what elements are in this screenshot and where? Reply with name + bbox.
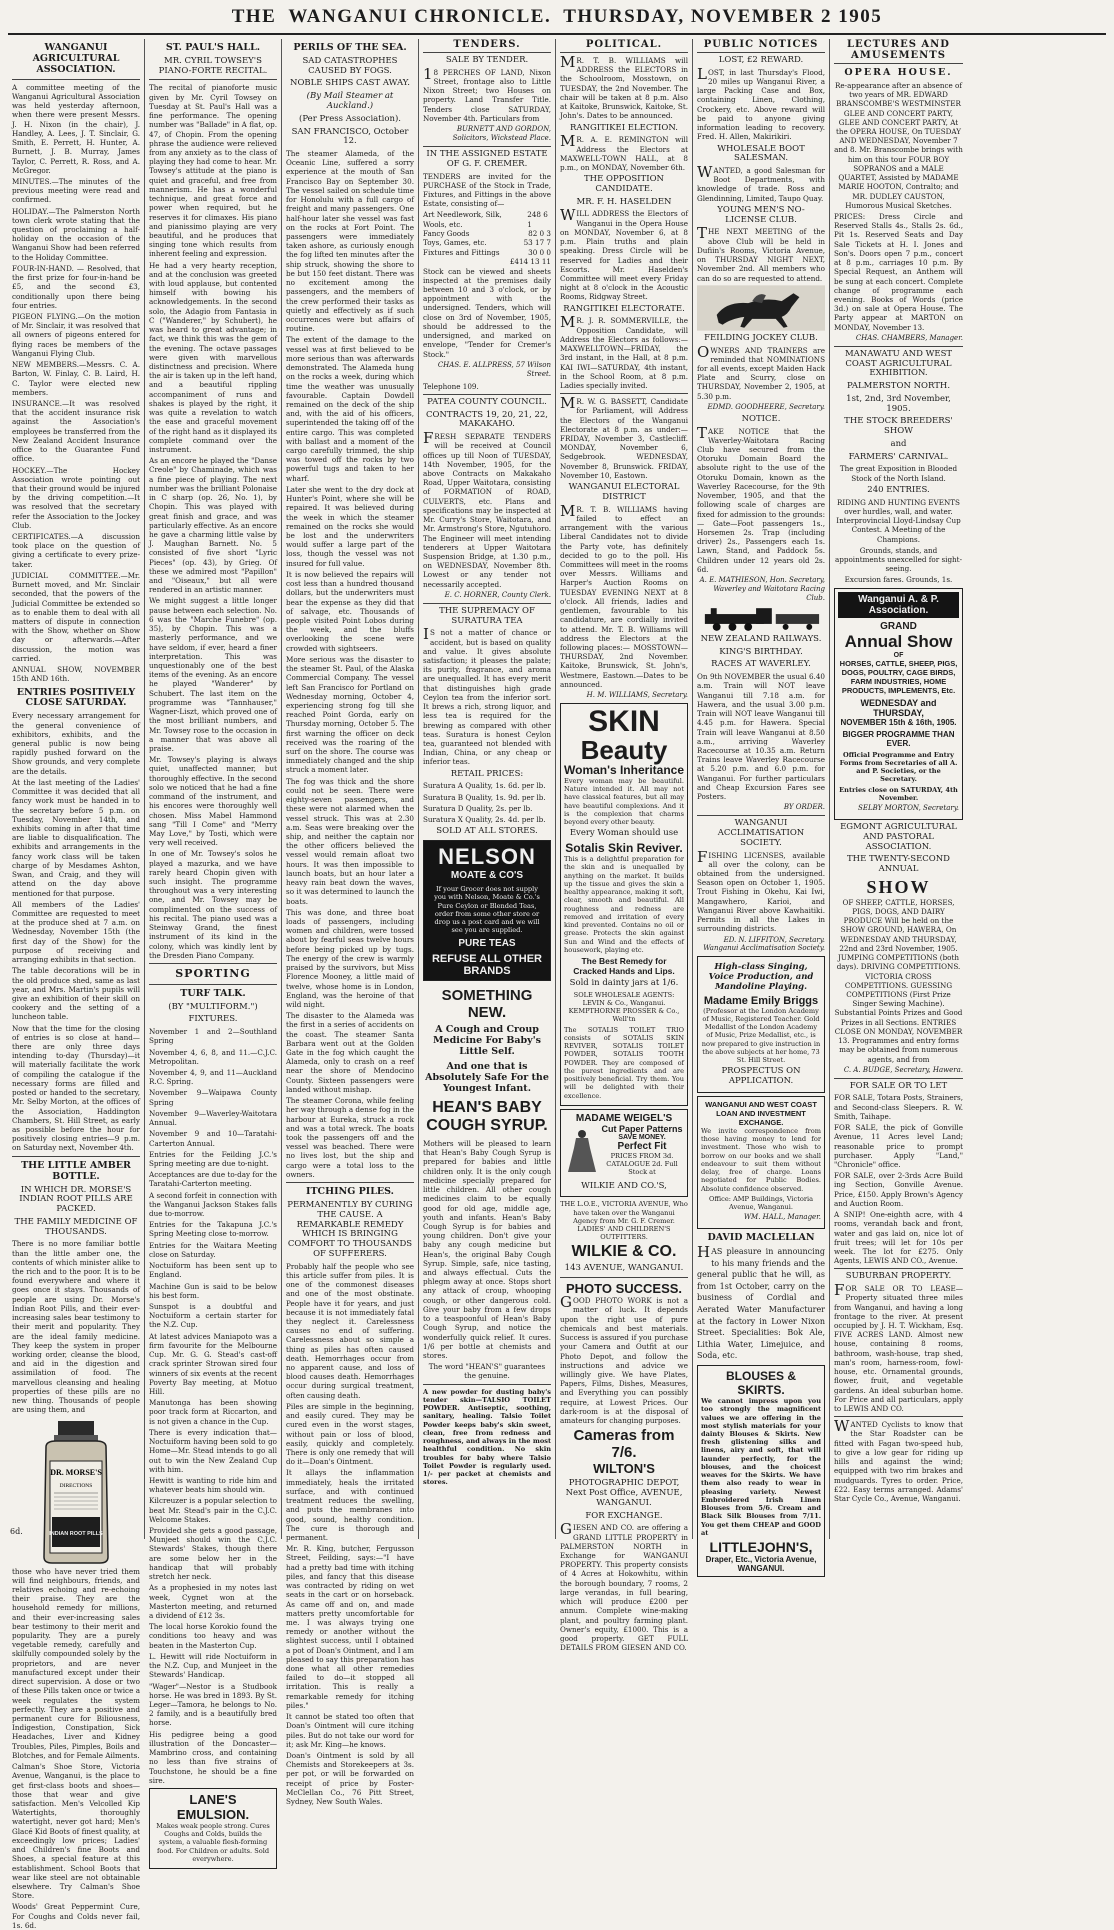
sold-all: SOLD AT ALL STORES.: [423, 827, 551, 837]
paragraph: Calman's Shoe Store, Victoria Avenue, Wanganui, is the place to get first-class boots and shoes—those that wear and give satisfaction. Men's Velcolled Kip Watertights, thoroughly watertight, never got hard; Men's Glacé Kid Boots of finest quality, at exceedingly low prices; Ladies' and Children's fine Boots and Shoes, a special feature at this establishment. School Boots that wear like steel are not obtainable elsewhere. Try Calman's Shoe Store.: [12, 1762, 140, 1900]
manawatu-title: MANAWATU AND WEST COAST AGRICULTURAL EXHIBITION.: [834, 350, 963, 379]
of-word: OF: [838, 652, 959, 659]
paragraph: The fog was thick and the shore could not be seen. There were eighty-seven passengers, and these were not alarmed when the vessel struck. This was at 2.30 a.m. Seas were breaking over the ship, and neither the captain nor the other officers believed the vessel would remain afloat two hours. It was then impossible to launch boats, but an hour later a heavy rain beat down the waves, so it was determined to launch the boats.: [286, 777, 414, 906]
patea-sig: E. C. HORNER, County Clerk.: [423, 591, 551, 600]
amber-after: [12, 1567, 140, 1930]
nelson-tea-ad: [423, 840, 551, 981]
opera-title: OPERA HOUSE.: [834, 68, 963, 79]
suburban-text: FOR SALE OR TO LEASE— Property situated three miles from Wanganui, and having a long frontage to the river. At present occupied by J. H. T. Wickham, Esq. FIVE ACRES LAND. Almost new house, containing 8 rooms, bathroom, wash-house, trap shed, man's room, harness-room, fowl-house, etc. Ornamental grounds, flower, fruit, and vegetable gardens. An ideal suburban home. For Price and all particulars, apply to LEWIS AND CO.: [834, 1284, 963, 1413]
estate-items: [423, 210, 551, 266]
nelson-text: If your Grocer does not supply you with Nelson, Moate & Co.'s Pure Ceylon or Blended Teas, order from some other store or drop us a post card and we will see you are supplied.: [429, 885, 545, 934]
paragraph: INSURANCE.—It was resolved that the accident insurance risk against the Association's employees be transferred from the New Zealand Accident Insurance office to the Guarantee Fund office.: [12, 399, 140, 464]
paragraph: Acceptances are due to-day for the Taratahi-Carterton meeting.: [149, 1170, 277, 1188]
paragraph: Noctuiform has been sent up to England.: [149, 1261, 277, 1279]
riding-events: RIDING AND HUNTING EVENTS over hurdles, wall, and water. Interprovincial Lloyd-Lindsay Cup Contest. A Meeting of the Champions.: [834, 498, 963, 544]
weigel-prices: PRICES FROM 3d. CATALOGUE 2d. Full Stock at: [600, 1152, 684, 1177]
every-woman: Every Woman should use: [564, 829, 684, 839]
loan-title: WANGANUI AND WEST COAST LOAN AND INVESTMENT EXCHANGE.: [701, 1100, 821, 1127]
column-2: [145, 39, 282, 1539]
accl-title: WANGANUI ACCLIMATISATION SOCIETY.: [697, 819, 825, 848]
table-row: [423, 210, 551, 229]
row-amount: 53 17 7: [524, 238, 551, 247]
patea-title: PATEA COUNTY COUNCIL.: [423, 398, 551, 408]
no-license-title: YOUNG MEN'S NO-LICENSE CLUB.: [697, 206, 825, 226]
opposition-name: MR. F. H. HASELDEN: [560, 198, 688, 208]
wilton-sub: PHOTOGRAPHIC DEPOT, Next Post Office, AVENUE, WANGANUI.: [560, 1479, 688, 1508]
column-6: [693, 39, 830, 1539]
bottle-brand: DR. MORSE'S: [50, 1468, 102, 1477]
itching-title: ITCHING PILES.: [286, 1187, 414, 1198]
paragraph: It cannot be stated too often that Doan's Ointment will cure itching piles. But do not take our word for it; ask Mr. King—he knows.: [286, 1712, 414, 1749]
remington-notice: MR. A. E. REMINGTON will Address the Electors at MAXWELL-TOWN HALL, at 8 p.m., on MONDAY, November 6th.: [560, 135, 688, 172]
paragraph: FOR SALE, Totara Posts, Strainers, and Second-class Sleepers. R. W. Smith, Taihape.: [834, 1093, 963, 1121]
briggs-ad: [697, 956, 825, 1092]
paragraph: As a prophesied in my notes last week, Cygnet won at the Masterton meeting, and returned a dividend of £12 3s.: [149, 1583, 277, 1620]
weigel-title: MADAME WEIGEL'S: [564, 1113, 684, 1124]
row-amount: 248 6 1: [527, 210, 551, 229]
beauty-word: Beauty: [564, 737, 684, 763]
wilkie-1: WILKIE AND CO.'S,: [564, 1182, 684, 1192]
wanganui-show-ad: [834, 588, 963, 820]
farmers-carnival: FARMERS' CARNIVAL.: [834, 453, 963, 463]
paragraph: At latest advices Maniapoto was a firm favourite for the Melbourne Cup. Mr. G. G. Stead's cast-off crack sprinter Strowan sired four winners of six events at the recent Poverty Bay meeting, at Motuo Hill.: [149, 1332, 277, 1397]
paragraph: The disaster to the Alameda was the first in a series of accidents on the coast. The steamer Santa Barbara went out at the Golden Gate in the fog which caught the Alameda, only to crash on a reef near the shore of Mendocino County. Sixteen passengers were landed without mishap.: [286, 1011, 414, 1094]
patea-sub: CONTRACTS 19, 20, 21, 22, MAKAKAHO.: [423, 411, 551, 431]
political-head: POLITICAL.: [560, 39, 688, 53]
lectures-head: LECTURES AND AMUSEMENTS: [834, 39, 963, 64]
opposition-title: THE OPPOSITION CANDIDATE.: [560, 175, 688, 195]
sotalis-trio: The SOTALIS TOILET TRIO consists of SOTALIS SKIN REVIVER, SOTALIS TOILET POWDER, SOTALIS TOOTH POWDER. They are composed of the purest ingredients and are positively beneficial. Try them. You will be delighted with their excellence.: [564, 1026, 684, 1100]
show-items: HORSES, CATTLE, SHEEP, PIGS, DOGS, POULTRY, CAGE BIRDS, FARM INDUSTRIES, HOME PRODUCTS, IMPLEMENTS, Etc.: [838, 659, 959, 695]
bassett-notice: MR. W. G. BASSETT, Candidate for Parliament, will Address the Electors of the Wanganui Electorate at 8 p.m. as under:— FRIDAY, November 3, Castlecliff. MONDAY, November 6, Sedgebrook. WEDNESDAY, November 8, Brunswick. FRIDAY, November 10, Eastown.: [560, 397, 688, 480]
perils-by: (By Mail Steamer at Auckland.): [286, 92, 414, 112]
best-remedy: The Best Remedy for Cracked Hands and Lips.: [564, 956, 684, 976]
racehorse-image: [697, 285, 825, 331]
paragraph: Woods' Great Peppermint Cure, For Coughs and Colds never fail, 1s. 6d.: [12, 1902, 140, 1930]
paragraph: The local horse Korokio found the conditions too heavy and was beaten in the Masterton Cup.: [149, 1622, 277, 1650]
paragraph: A second forfeit in connection with the Wanganui Jackson Stakes falls due to-morrow.: [149, 1191, 277, 1219]
paragraph: A SNIP! One-eighth acre, with 4 rooms, verandah back and front, water and gas laid on, nice lot of fruit trees; will let for 10s per week. The lot for £275. Only Agents, LEWIS AND CO., Avenue.: [834, 1210, 963, 1265]
paragraph: Entries for the Takapuna J.C.'s Spring Meeting close to-morrow.: [149, 1220, 277, 1238]
notice-sig: A. E. MATHIESON, Hon. Secretary, Waverley and Waitotara Racing Club.: [697, 576, 825, 603]
paragraph: Manutonga has been showing poor track form at Riccarton, and is not given a chance in the Cup.: [149, 1398, 277, 1426]
blouses-title: BLOUSES & SKIRTS.: [701, 1369, 821, 1397]
amber-sub: IN WHICH DR. MORSE'S INDIAN ROOT PILLS ARE PACKED.: [12, 1186, 140, 1215]
paragraph: November 1 and 2—Southland Spring: [149, 1027, 277, 1045]
turf-paras: [149, 1150, 277, 1785]
row-amount: 82 0 3: [528, 229, 551, 238]
paragraph: The table decorations will be in the old produce shed, same as last year, and Mrs. Martin's pupils will give an exhibition of their skill on cookery and the setting of a luncheon table.: [12, 966, 140, 1021]
show-word: SHOW: [834, 877, 963, 898]
perils-date: SAN FRANCISCO, October 12.: [286, 128, 414, 148]
paragraph: FOR SALE, over 2-3rds Acre Build ing Section, Gonville Avenue. Price, £150. Apply Brown's Agency and Auction Room.: [834, 1171, 963, 1208]
heans-title: HEAN'S BABY COUGH SYRUP.: [423, 1099, 551, 1135]
inheritance: Woman's Inheritance: [564, 763, 684, 777]
wanted-cyclists: WANTED Cyclists to know that the Star Roadster can be fitted with Fagan two-speed hub, to give a low gear for riding up hills and against the wind; equipped with two rim brakes and mudguards. Tyres to order. Price, £22. Easy terms arranged. Adams' Star Cycle Co., Avenue, Wanganui.: [834, 1420, 963, 1503]
paragraph: Later she went to the dry dock at Hunter's Point, where she will be repaired. It was believed during the week in which the steamer remained on the rocks she would be lost and the underwriters would suffer a large part of the loss, though the vessel was not insured for full value.: [286, 485, 414, 568]
paragraph: All members of the Ladies' Committee are requested to meet at the produce shed at 7 a.m. on Wednesday, November 15th (the first day of the Show) for the purpose of receiving and arranging exhibits in that section.: [12, 900, 140, 965]
column-3: [282, 39, 419, 1539]
paragraph: He had a very hearty reception, and at the conclusion was greeted with loud applause, but contented himself with bowing his acknowledgements. In the second solo, the Adagio from Fantasia in C ("Wanderer," by Schubert), he was heard to great advantage; in fact, we think this was the gem of the evening. The octave passages were given with marvellous distinctness and precision. Where the air is taken up in the left hand, and a beautiful rippling accompaniment of runs and shakes is played by the right, it was quite a revelation to watch the ease and graceful movement of the right hand as it displayed its complete command over the instrument.: [149, 261, 277, 455]
perils-paras: [286, 149, 414, 1179]
table-row: [423, 248, 551, 257]
excursion-text: Excursion fares. Grounds, 1s.: [834, 575, 963, 584]
paragraph: More serious was the disaster to the steamer St. Paul, of the Alaska Commercial Company. The vessel left San Francisco for Portland on Wednesday morning, October 4, experiencing strong fog till she reached Point Gorda, early on Thursday morning, October 5. The first warning the officer on deck received was the roaring of the surf on the shore. The course was immediately changed and the ship struck a moment later.: [286, 655, 414, 775]
agri-title: WANGANUI AGRICULTURAL ASSOCIATION.: [12, 43, 140, 76]
lanes-text: Makes weak people strong. Cures Coughs and Colds, builds the system, a valuable flesh-forming food. For Children or adults. Sold everywhere.: [153, 1822, 273, 1863]
paragraph: JUDICIAL COMMITTEE.—Mr. Burnett moved, and Mr. Sinclair seconded, that the powers of the Judicial Committee be extended so as to enable them to deal with all matters of dispute in connection with the Show, whether on Show day or afterwards.—After discussion, the motion was carried.: [12, 571, 140, 663]
weigel-perfect: Perfect Fit: [600, 1141, 684, 1152]
paragraph: His pedigree being a good illustration of the Doncaster—Mambrino cross, and containing no less than five strains of Touchstone, he should be a fine sire.: [149, 1730, 277, 1785]
perils-assoc: (Per Press Association).: [286, 115, 414, 125]
loan-text: We invite correspondence from those having money to lend for investment. Those who wish to borrow on our books and we shall endeavour to suit them without delay, free of charge. Loans negotiated for Public Bodies. Absolute confidence observed.: [701, 1127, 821, 1193]
rangitikei-election: RANGITIKEI ELECTION.: [560, 124, 688, 134]
feilding-text: OWNERS AND TRAINERS are reminded that NOMINATIONS for all events, except Maiden Hack Plate and Scurry, close on THURSDAY, November 2, 1905, at 5.30 p.m.: [697, 346, 825, 401]
paragraph: As an encore he played the "Danse Creole" by Chaminade, which was a fine piece of playing. The next number was the brilliant Polonaise in C sharp (op. 26, No. 1), by Chopin. This was played with great finish and grace, and was particularly effective. As an encore he gave a charming little valse by J. Maughan Barnett. No. 5 consisted of five short "Lyric Pieces" (op. 43), by Grieg. Of these we admired most "Papillon" and "Oiseaux," but all were rendered in an artistic manner.: [149, 456, 277, 594]
row-item: Art Needlework, Silk, Wools, etc.: [423, 210, 527, 229]
paragraph: At the last meeting of the Ladies' Committee it was decided that all fancy work must be handed in to the secretary before 5 p.m. on Tuesday, November 14th, and exhibits coming in after that time are liable to disqualification. The exhibits and arrangements in the fancy work class will be taken charge of by Mesdames Ashton, Swan, and Craig, and they will attend on the day above mentioned for that purpose.: [12, 778, 140, 898]
paragraph: There is no more familiar bottle than the little amber one, the contents of which minister alike to the rich and to the poor. It is to be found everywhere and where it goes once it stays. Thousands of people are using Dr. Morse's Indian Root Pills, and their ever-increasing sales bear testimony to their merit and popularity. They are the ideal family medicine. They keep the system in proper working order, cleanse the blood, and aid in the digestion and assimilation of food. The marvellous cleansing and healing properties of these pills are no new thing. Thousands of people are using them, and: [12, 1239, 140, 1414]
paragraph: The steamer Corona, while feeling her way through a dense fog in the harbour at Eureka, struck a rock and was a total wreck. The boats took the passengers off and the vessel was beached. There were no lives lost, but the ship and cargo were a total loss to the owners.: [286, 1096, 414, 1179]
paragraph: Sunspot is a doubtful and Noctuiform a certain starter for the N.Z. Cup.: [149, 1302, 277, 1330]
paragraph: MINUTES.—The minutes of the previous meeting were read and confirmed.: [12, 177, 140, 205]
wholesale-title: WHOLESALE BOOT SALESMAN.: [697, 145, 825, 165]
amber-title: THE LITTLE AMBER BOTTLE.: [12, 1161, 140, 1183]
nzr-text: On 9th NOVEMBER the usual 6.40 a.m. Train will NOT leave Wanganui till 7.18 a.m. for Hawera, and the usual 3.00 p.m. Train will NOT leave Wanganui till 4.45 p.m. for Hawera. Special Train will leave Wanganui at 8.50 a.m., arriving Waverley Racecourse at 10.35 a.m. Return Trains leave Waverley Racecourse at 5.20 p.m. and 6.0 p.m. for Wanganui. For further particulars and Cheap Excursion Fares see Posters.: [697, 672, 825, 801]
williams-poll: MR. T. B. WILLIAMS having failed to effect an arrangement with the various Liberal Candidates not to divide the Party vote, has definitely decided to go to the poll. His Committees will meet in the rooms over Messrs. Williams and Harper's Auction Rooms on TUESDAY EVENING NEXT at 8 o'clock. All friends, ladies and gentlemen, favourable to his candidature, are cordially invited to attend. Mr. T. B. Williams will address the Electors at the following places:— MOSSTOWN—THURSDAY, 2nd November. Kaitoke, Brunswick, St. John's, Westmere, Eastown.—Dates to be announced.: [560, 505, 688, 689]
column-4: [419, 39, 556, 1539]
paragraph: Mr. Towsey's playing is always quiet, unaffected manner, but thoroughly effective. In the second solo we noticed that he had a fine command of the instrument, and his encores were thoroughly well chosen. Miss Mabel Hammond sang "Till I Come" and "Merry May Love," by Tosti, which were very well received.: [149, 755, 277, 847]
masthead: [8, 6, 1106, 35]
itching-sub: PERMANENTLY BY CURING THE CAUSE. A REMARKABLE REMEDY WHICH IS BRINGING COMFORT TO THOUSANDS OF SUFFERERS.: [286, 1201, 414, 1260]
paragraph: Entries for the Waitara Meeting close on Saturday.: [149, 1241, 277, 1259]
masthead-date: THURSDAY, NOVEMBER 2 1905: [563, 6, 882, 27]
page-footer-price: 6d.: [10, 1527, 23, 1536]
telephone: Telephone 109.: [423, 382, 551, 391]
bigger-programme: BIGGER PROGRAMME THAN EVER.: [838, 730, 959, 748]
palm-dates: 1st, 2nd, 3rd November, 1905.: [834, 395, 963, 415]
estate-title: IN THE ASSIGNED ESTATE OF G. F. CREMER.: [423, 150, 551, 170]
nelson-pure: PURE TEAS: [427, 938, 547, 949]
nelson-brand: NELSON: [427, 844, 547, 870]
lost-title: LOST, £2 REWARD.: [697, 56, 825, 66]
and-word: and: [834, 440, 963, 450]
paragraph: Now that the time for the closing of entries is so close at hand—there are only three days intending to-day (Thursday)—it will materially facilitate the work of compiling the catalogue if the necessary forms are filled and posted or handed to the secretary, Mr. Selby Morton, at the offices of the Association, Haddington Chambers, St. Hill Street, as early as possible before the hour for positively closing entries—9 p.m. on Saturday next, November 4th.: [12, 1024, 140, 1153]
annual-show: Annual Show: [838, 632, 959, 652]
stock-breeders: THE STOCK BREEDERS' SHOW: [834, 417, 963, 437]
notice-title: NOTICE.: [697, 415, 825, 425]
races-waverley: RACES AT WAVERLEY.: [697, 660, 825, 670]
paragraph: The steamer Alameda, of the Oceanic Line, suffered a sorry experience at the mouth of San Francisco Bay on September 30. The vessel sailed on schedule time for Honolulu with a full cargo of freight and many passengers. One half-hour later she vessel was fast on the rocks at Fort Point. The passengers were immediately taken ashore, as curiously enough the fog lifted ten minutes after the ship struck, showing the shore to be but 150 feet distant. There was no excitement among the passengers, and the members of the crew performed their tasks as quietly and effectively as if such occurrences were but affairs of routine.: [286, 149, 414, 333]
paragraph: This was done, and three boat loads of passengers, including women and children, were tossed about by fearful seas twelve hours before being picked up by tugs. The energy of the crew is warmly praised by the survivors, but Miss Florence Mooney, a little maid of twelve, whose home is in London, England, was the heroine of that wild night.: [286, 908, 414, 1009]
for-exchange: FOR EXCHANGE.: [560, 1512, 688, 1522]
sold-jars: Sold in dainty jars at 1/6.: [564, 979, 684, 989]
paragraph: those who have never tried them will find neighbours, friends, and relatives echoing and re-echoing their praise. They are the household remedy for millions, and their ever-increasing sales bear testimony to their merit and popularity. They are a purely vegetable remedy, carefully and skilfully compounded solely by the proprietors, and are never manufactured except under their direct supervision. A dose or two of these Pills taken once or twice a week regulates the system perfectly. They are a positive and permanent cure for Biliousness, Indigestion, Constipation, Sick Headaches, Liver and Kidney Troubles, Piles, Pimples, Boils and Blotches, and for Female Ailments.: [12, 1567, 140, 1761]
paragraph: NEW MEMBERS.—Messrs. C. A. Barton, W. Finlay, C. B. Laird, H. C. Taylor were elected new members.: [12, 360, 140, 397]
paragraph: L. Hewitt will ride Noctuiform in the N.Z. Cup, and Munjeet in the Stewards' Handicap.: [149, 1652, 277, 1680]
family-title: THE FAMILY MEDICINE OF THOUSANDS.: [12, 1218, 140, 1238]
photo-title: PHOTO SUCCESS.: [560, 1281, 688, 1296]
accl-text: FISHING LICENSES, available all over the colony, can be obtained from the undersigned. Season open on October 1, 1905. Trout Fishing in Okehu, Kai Iwi, Mangawhero, Karioi, and Wanganui River above Kawhaitiki. Permits in all the Lakes in surrounding districts.: [697, 851, 825, 934]
paragraph: We might suggest a little longer pause between each selection. No. 6 was the "Marche Funebre" (op. 35), by Chopin. This was a masterly performance, and we have seldom, if ever, heard a finer interpretation. This was unquestionably one of the best items of the evening. As an encore he played "Wanderer" by Schubert. The last item on the programme was "Tannhauser," Wagner-Liszt, which proved one of the most brilliant numbers, and Mr. Towsey rose to the occasion in a manner that was above all praise.: [149, 596, 277, 753]
wilkie-addr: 143 AVENUE, WANGANUI.: [560, 1264, 688, 1274]
estate-text: TENDERS are invited for the PURCHASE of the Stock in Trade, Fixtures, and Fittings in the above Estate, consisting of—: [423, 172, 551, 209]
opera-sig: CHAS. CHAMBERS, Manager.: [834, 334, 963, 343]
grand-word: GRAND: [838, 621, 959, 632]
accl-sig: ED. N. LIFFITON, Secretary. Wanganui Acclimatisation Society.: [697, 936, 825, 954]
paragraph: November 9—Waipawa County Spring: [149, 1088, 277, 1106]
paragraph: Machine Gun is said to be below his best form.: [149, 1282, 277, 1300]
paragraph: HOCKEY.—The Hockey Association wrote pointing out that their ground would be injured by the driving competition.—It was resolved that the secretary refer the Association to the Jockey Club.: [12, 466, 140, 531]
wilkie-2: WILKIE & CO.: [560, 1243, 688, 1261]
fixtures-list: [149, 1027, 277, 1148]
nelson-refuse: REFUSE ALL OTHER BRANDS: [427, 953, 547, 977]
retail-list: [423, 781, 551, 824]
paragraph: November 4, 9, and 11—Auckland R.C. Spring.: [149, 1068, 277, 1086]
turf-by: (BY "MULTIFORM."): [149, 1003, 277, 1013]
palmerston: PALMERSTON NORTH.: [834, 382, 963, 392]
egmont-sig: C. A. BUDGE, Secretary, Hawera.: [834, 1066, 963, 1075]
great-exposition: The great Exposition in Blooded Stock of the North Island.: [834, 464, 963, 482]
paragraph: Provided she gets a good passage, Munjeet should win the C.J.C. Stewards' Stakes, though there are some below her in the handicap that will probably stretch her neck.: [149, 1526, 277, 1581]
boot-text: WANTED, a good Salesman for Boot Departments, with knowledge of trade. Ross and Glendinning, Limited, Taupo Quay.: [697, 166, 825, 203]
agri-paras: [12, 83, 140, 684]
skin-word: SKIN: [564, 707, 684, 737]
nzr-title: NEW ZEALAND RAILWAYS.: [697, 635, 825, 645]
paragraph: Kilcreuzer is a popular selection to beat Mr. Stead's pair in the C.J.C. Welcome Stakes.: [149, 1496, 277, 1524]
paragraph: In one of Mr. Towsey's solos he played a mazurka, and we have rarely heard Chopin given with such insight. The programme throughout was a very interesting one, and Mr. Towsey may be complimented on the success of his recital. The piano used was a Steinway Grand, the finest instrument of its kind in the colony, which was kindly lent by the Dresden Piano Company.: [149, 849, 277, 960]
absolutely-safe: And one that is Absolutely Safe For the Youngest Infant.: [423, 1062, 551, 1095]
paragraph: Suratura D Quality, 2s. per lb.: [423, 804, 551, 813]
heans-text: Mothers will be pleased to learn that Hean's Baby Cough Syrup is prepared for babies and little children only. It is the only cough medicine specially prepared for little children. All other cough medicines claim to be equally good for old age, middle age, youth and infants. Hean's Baby Cough Syrup is for babies and young children. Don't give your baby any cough medicine but Hean's, the original Baby Cough Syrup. Simple, safe, nice tasting, and always effectual. Cuts the phlegm away at once. Stops short any attack of croup, whooping cough, or other dangerous cold. Give your baby from a few drops to a teaspoonful of Hean's Baby Cough Syrup, and notice the wonderfully quick relief. It cures. 1/6 per bottle at chemists and stores.: [423, 1139, 551, 1360]
paragraph: November 9—Waverley-Waitotara Annual.: [149, 1109, 277, 1127]
something-new: SOMETHING NEW.: [423, 987, 551, 1021]
estate-sig: CHAS. E. ALLPRESS, 57 Wilson Street.: [423, 361, 551, 379]
photo-text: GOOD PHOTO WORK is not a matter of luck. It depends upon the right use of pure chemicals and best materials. Success is assured if you purchase your Camera and Outfit at our Photo Depot, and follow the instructions and advice we willingly give. We have Plates, Papers, Films, Dishes, Measures, and Everything you can possibly require, at Lowest Prices. Our dark-room is at the disposal of amateurs for changing purposes.: [560, 1296, 688, 1425]
amber-paras: [12, 1239, 140, 1414]
public-notices-head: PUBLIC NOTICES: [697, 39, 825, 53]
fixtures-title: FIXTURES.: [149, 1015, 277, 1025]
williams-notice: MR. T. B. WILLIAMS will ADDRESS the ELECTORS in the Schoolroom, Mosstown, on TUESDAY, the 2nd November. The chair will be taken at 8 p.m. Also at Kaitoke, Brunswick, Kaitoke, St. John's. Dates to be announced.: [560, 56, 688, 121]
briggs-text: (Professor at the London Academy of Music, Registered Teacher. Gold Medallist of the London Academy of Music, Prize Medallist, etc., is now prepared to give instruction in the above subjects at her home, 73 St. Hill Street.: [701, 1007, 821, 1065]
tenders-head: TENDERS.: [423, 39, 551, 53]
loan-office: Office: AMP Buildings, Victoria Avenue, Wanganui.: [701, 1195, 821, 1211]
turf-title: TURF TALK.: [149, 989, 277, 1000]
paragraph: ANNUAL SHOW, NOVEMBER 15th AND 16th.: [12, 665, 140, 683]
table-row: [423, 257, 551, 266]
feilding-sig: EDMD. GOODHEERE, Secretary.: [697, 403, 825, 412]
lost-text: LOST, in last Thursday's Flood, 20 miles up Wanganui River, a large Packing Case and Box, containing Linen, Clothing, Crockery, etc. Above reward will be paid to anyone giving information leading to recovery. Fred. H. Allen, Makirikiri.: [697, 68, 825, 142]
lanes-emulsion-ad: [149, 1788, 277, 1869]
twenty-second: THE TWENTY-SECOND ANNUAL: [834, 855, 963, 875]
wed-date: NOVEMBER 15th & 16th, 1905.: [838, 718, 959, 727]
notice-text: TAKE NOTICE that the Waverley-Waitotara Racing Club have secured from the Otoruku Domain Board the absolute right to the use of the Otoruku Domain, known as the Waverley Racecourse, for the 9th November, 1905, and that the following scale of charges are fixed for admission to the grounds:— Gate—Foot passengers 1s., Horsemen 2s. Trap (including driver) 2s., Passengers each 1s. Lawn, Stand, and Paddock 5s. Children under 12 years old 2s. 6d.: [697, 427, 825, 575]
paragraph: Piles are simple in the beginning, and easily cured. They may be cured even in the worst stages, without pain or loss of blood, easily, quickly and completely. There is only one remedy that will do it—Doan's Ointment.: [286, 1402, 414, 1467]
paragraph: Doan's Ointment is sold by all Chemists and Storekeepers at 3s. per pot, or will be forwarded on receipt of price by Foster-McClellan Co., 76 Pitt Street, Sydney, New South Wales.: [286, 1751, 414, 1806]
entries-paras: [12, 711, 140, 1152]
paragraph: Entries for the Feilding J.C.'s Spring meeting are due to-night.: [149, 1150, 277, 1168]
selby-sig: SELBY MORTON, Secretary.: [838, 804, 959, 813]
noble-ships: NOBLE SHIPS CAST AWAY.: [286, 79, 414, 89]
sale-sig: BURNETT AND GORDON, Solicitors, Wickstead Place.: [423, 125, 551, 143]
nelson-moate: MOATE & CO'S: [427, 870, 547, 881]
rangitikei-electorate: RANGITIKEI ELECTORATE.: [560, 305, 688, 315]
entries-close: Entries close on SATURDAY, 4th November.: [838, 786, 959, 802]
cameras: Cameras from 7/6.: [560, 1427, 688, 1461]
bottle-directions: DIRECTIONS: [60, 1483, 93, 1489]
stpauls-paras: [149, 83, 277, 960]
stpauls-title: ST. PAUL'S HALL.: [149, 43, 277, 54]
electoral-district: WANGANUI ELECTORAL DISTRICT: [560, 483, 688, 503]
sporting-title: SPORTING: [149, 968, 277, 981]
opera-prices: PRICES: Dress Circle and Reserved Stalls 4s., Stalls 2s. 6d., Pit 1s. Reserved Seats and Day Sale Tickets at H. I. Jones and Son's. Doors open 7 p.m., concert at 8 p.m., carriages 10 p.m. By Special Request, an Anthem will be sung at each concert. Complete change of programme each evening. Books of Words (price 3d.) on sale at Opera House. The Party appear at MARTON on MONDAY, November 13.: [834, 212, 963, 332]
talsio-powder: A new powder for dusting baby's tender skin—TALSIO TOILET POWDER. Antiseptic, soothing, sanitary, healing. Talsio Toilet Powder keeps baby's skin sweet, clean, free from redness and roughness, and always in the most healthful condition. No skin troubles for baby where Talsio Toilet Powder is regularly used. 1/- per packet at chemists and stores.: [423, 1388, 551, 1487]
column-1: [8, 39, 145, 1539]
paragraph: The extent of the damage to the vessel was at first believed to be more serious than was afterwards demonstrated. The Alameda hung on the rocks a week, during which time the weather was unusually favourable. Captain Dowdell remained on the deck of the ship and, with the aid of his officers, superintended the taking off of the entire cargo. This was completed with ballast and a moment of the cargo carefully trimmed, the ship was towed off the rocks by two powerful tugs and taken to her wharf.: [286, 335, 414, 483]
column-5: [556, 39, 693, 1539]
lanes-title: LANE'S EMULSION.: [153, 1792, 273, 1822]
blouses-text: We cannot impress upon you too strongly the magnificent values we are offering in the most stylish materials for your dainty Blouses & Skirts. New fresh glistening silks and linens, airy and soft, that will launder perfectly, for the blouses, and the choicest weaves for the Skirts. We have them also ready to wear in pleasing variety. Newest Embroidered Irish Linen Blouses from 5/6. Cream and Black Silk Blouses from 7/11. You get them CHEAP and GOOD at: [701, 1397, 821, 1537]
paragraph: FOR SALE, the pick of Gonville Avenue, 11 Acres level Land; reasonable price to prompt purchaser. Apply "Land," "Chronicle" office.: [834, 1123, 963, 1169]
weigel-ad: [560, 1109, 688, 1197]
skin-text: Every woman may be beautiful. Nature intended it. All may not have classical features, but all may have beautiful complexions. And it is the complexion that charms beyond every other beauty.: [564, 777, 684, 826]
blouses-ad: [697, 1365, 825, 1577]
suratura-text: IS not a matter of chance or accident, but is based on quality and value. It gives absolute satisfaction; it pleases the palate; its purity, fragrance, and aroma are unequalled. It has every merit that distinguishes high grade Ceylon tea from the inferior sort. It brews a rich, strong liquor, and less tea is required for the brewing as compared with other teas. Suratura is honest Ceylon tea, guaranteed not blended with Indian, China, or any cheap or inferior teas.: [423, 628, 551, 766]
grounds-text: Grounds, stands, and appointments unexcelled for sight-seeing.: [834, 546, 963, 574]
opera-text: Re-appearance after an absence of two years of MR. EDWARD BRANSCOMBE'S WESTMINSTER GLEE AND CONCERT PARTY, GLEE AND CONCERT PARTY, At the OPERA HOUSE, On TUESDAY AND WEDNESDAY, November 7 and 8. Mr. Branscombe brings with him on this tour FOUR BOY SOPRANOS and a MALE QUARTET, Assisted by MADAME MARIE HOOTON, Contralto; and MR. DUDLEY CAUSTON, Humorous Musical Sketches.: [834, 81, 963, 210]
briggs-top: High-class Singing, Voice Production, and Mandoline Playing.: [701, 963, 821, 992]
suburban-title: SUBURBAN PROPERTY.: [834, 1272, 963, 1282]
paragraph: There is every indication that—Noctuiform having been sold to go Home—Mr. Stead intends to go all out to win the New Zealand Cup with him.: [149, 1428, 277, 1474]
wed-thu: WEDNESDAY and THURSDAY,: [838, 698, 959, 718]
table-row: [423, 229, 551, 238]
paragraph: Probably half the people who see this article suffer from piles. It is one of the commonest diseases and one of the most obstinate. People have it for years, and just because it is not immediately fatal they neglect it. Carelessness causes no end of suffering. Carelessness about so simple a thing as piles has often caused death. Hemorrhages occur from no apparent cause, and loss of blood causes death. Hemorrhages occur during surgical treatment, often causing death.: [286, 1262, 414, 1400]
row-item: Toys, Games, etc.: [423, 238, 487, 247]
row-item: Fixtures and Fittings: [423, 248, 500, 257]
paragraph: Every necessary arrangement for the general convenience of exhibitors, exhibits, and the general public is now being rapidly pushed forward on the Show grounds, and very complete are the details.: [12, 711, 140, 776]
egmont-text: OF SHEEP, CATTLE, HORSES, PIGS, DOGS, AND DAIRY PRODUCE Will be held on the SHOW GROUND, HAWERA, On WEDNESDAY AND THURSDAY, 22nd and 23rd November, 1905. JUMPING COMPETITIONS (both days). DRIVING COMPETITIONS. VICTORIA CROSS COMPETITIONS. GUESSING COMPETITIONS (First Prize Singer Sewing Machine). Substantial Points Prizes and Good Prizes in all Sections. ENTRIES CLOSE ON MONDAY, NOVEMBER 13. Programmes and entry forms may be obtained from numerous agents, and from: [834, 898, 963, 1064]
paragraph: "Wager"—Nestor is a Studbook horse. He was bred in 1893. By St. Leger—Tamora, he belongs to No. 2 family, and is a beautifully bred horse.: [149, 1682, 277, 1728]
paragraph: CERTIFICATES.—A discussion took place on the question of giving a certificate to every prize-taker.: [12, 532, 140, 569]
locomotive-image: [697, 606, 825, 632]
haselden-notice: WILL ADDRESS the Electors of Wanganui in the Opera House on MONDAY, November 6, at 8 p.m. Plain truths and plain speaking. Dress Circle will be reserved for Ladies and their Escorts. Mr. Haselden's Committee will meet every Friday night at 8 o'clock in the Acoustic Rooms, Ridgway Street.: [560, 209, 688, 301]
wap-title: Wanganui A. & P. Association.: [838, 592, 959, 618]
no-license-text: THE NEXT MEETING of the above Club will be held in Dufiin's Rooms, Victoria Avenue, on THURSDAY NIGHT NEXT, November 2nd. All members who can do so are requested to attend.: [697, 227, 825, 282]
row-amount: 30 0 0: [528, 248, 551, 257]
sotalis-text: This is a delightful preparation for the skin and is unequalled by anything on the market. It builds up the tissue and gives the skin a healthy appearance, making it soft, clear, smooth and beautiful. All roughness and redness are removed and irritation of every kind prevented. Contains no oil or grease. Protects the skin against Sun and Wind and the effects of housework, playing etc.: [564, 855, 684, 954]
entries-count: 240 ENTRIES.: [834, 486, 963, 496]
paragraph: The recital of pianoforte music given by Mr. Cyril Towsey on Tuesday at St. Paul's Hall was a fine performance. The opening number was "Ballade" in A flat, op. 47, of Chopin. From the opening phrase the audience were relieved from any anxiety as to the class of playing they had come to hear. Mr. Towsey's attitude at the piano is quiet and graceful, and free from mannerism. He has a wonderful technique, and great force and power when required, but he reserves it for climaxes. His piano and pianissimo playing are very beautiful, and he produces that singing tone which results from inherent feeling and expression.: [149, 83, 277, 258]
dress-pattern-icon: [564, 1128, 600, 1174]
masthead-left: THE: [232, 6, 277, 27]
loan-sig: WM. HALL, Manager.: [701, 1213, 821, 1222]
sale-text: 18 PERCHES OF LAND, Nixon Street, frontage also to Little Nixon Street; two Houses on property. Land Transfer Title. Tenders close SATURDAY, November 4th. Particulars from: [423, 68, 551, 123]
exchange-text: GIESEN AND CO. are offering a GRAND LITTLE PROPERTY in PALMERSTON NORTH in Exchange for WANGANUI PROPERTY. This property consists of 4 Acres at Hokowhitu, within the borough boundary, 7 rooms, 2 large verandas, in full bearing, which will produce £200 per annum. Complete wine-making plant, and poultry farming plant. Owner's equity, £1000. This is a good property. GET FULL DETAILS FROM GIESEN AND CO.: [560, 1523, 688, 1652]
column-7: [830, 39, 967, 1539]
entries-title: ENTRIES POSITIVELY CLOSE SATURDAY.: [12, 688, 140, 710]
cough-croup: A Cough and Croup Medicine For Baby's Little Self.: [423, 1025, 551, 1058]
masthead-title: WANGANUI CHRONICLE.: [288, 6, 551, 27]
paragraph: HOLIDAY.—The Palmerston North town clerk wrote stating that the question of proclaiming a half-holiday on the occasion of the Wanganui Show had been referred to the Holiday Committee.: [12, 207, 140, 262]
paragraph: Suratura A Quality, 1s. 6d. per lb.: [423, 781, 551, 790]
littlejohn: LITTLEJOHN'S,: [701, 1539, 821, 1555]
sotalis-agents: SOLE WHOLESALE AGENTS: LEVIN & Co., Wanganui. KEMPTHORNE PROSSER & Co., Well'tn: [564, 991, 684, 1024]
weigel-cut: Cut Paper Patterns: [600, 1124, 684, 1134]
row-amount: £414 13 11: [510, 257, 551, 266]
paragraph: Hewitt is wanting to ride him and whatever beats him should win.: [149, 1476, 277, 1494]
paragraph: Suratura B Quality, 1s. 9d. per lb.: [423, 793, 551, 802]
perils-sub: SAD CATASTROPHES CAUSED BY FOGS.: [286, 57, 414, 77]
for-sale-head: FOR SALE OR TO LET: [834, 1082, 963, 1092]
feilding-title: FEILDING JOCKEY CLUB.: [697, 334, 825, 344]
suratura-title: THE SUPREMACY OF SURATURA TEA: [423, 607, 551, 627]
paragraph: FOUR-IN-HAND. — Resolved, that the first prize for four-in-hand be £5, and the second £3, conditionally upon there being four entries.: [12, 264, 140, 310]
david-text: HAS pleasure in announcing to his many friends and the general public that he will, as from 1st October, carry on the business of Cordial and Aerated Water Manufacturer at the factory in Lower Nixon Street. Specialities: Bok Ale, Lithia Water, Limejuice, and Soda, etc.: [697, 1246, 825, 1362]
paragraph: November 9 and 10—Taratahi-Carterton Annual.: [149, 1129, 277, 1147]
paragraph: November 4, 6, 8, and 11.—C.J.C. Metropolitan.: [149, 1048, 277, 1066]
kings-birthday: KING'S BIRTHDAY.: [697, 648, 825, 658]
loe-text: THE L.O.E., VICTORIA AVENUE, Who have taken over the Wanganui Agency from Mr. G. F. Cremer. LADIES' AND CHILDREN'S OUTFITTERS.: [560, 1200, 688, 1241]
pill-bottle-image: [12, 1417, 140, 1567]
perils-title: PERILS OF THE SEA.: [286, 43, 414, 54]
paragraph: It allays the inflammation immediately, heals the irritated surface, and with continued treatment reduces the swelling, and puts the membranes into good, sound, healthy condition. The cure is thorough and permanent.: [286, 1468, 414, 1542]
paragraph: Mr. R. King, butcher, Fergusson Street, Feilding, says:—"I have had a pretty bad time with itching piles, and fancy that this disease was contracted by riding on wet seats in the cart or on horseback. As came off and on, and made matters pretty uncomfortable for me. I was always trying one remedy or another without the slightest success, until I obtained a pot of Doan's Ointment, and I am pleased to say this preparation has done what all other remedies failed to do—it stopped all irritation. This is really a remarkable remedy for itching piles.": [286, 1544, 414, 1710]
row-item: Fancy Goods: [423, 229, 469, 238]
littlejohn-sub: Draper, Etc., Victoria Avenue, WANGANUI.: [701, 1555, 821, 1573]
sotalis-title: Sotalis Skin Reviver.: [564, 841, 684, 855]
paragraph: PIGEON FLYING.—On the motion of Mr. Sinclair, it was resolved that all owners of pigeons entered for flying races be members of the Wanganui Flying Club.: [12, 312, 140, 358]
david-title: DAVID MACLELLAN: [697, 1233, 825, 1244]
official-programme: Official Programme and Entry Forms from Secretaries of all A. and P. Societies, or the Secretary.: [838, 751, 959, 784]
estate-after: Stock can be viewed and sheets inspected at the premises daily between 10 and 3 o'clock, or by appointment with the undersigned. Tenders, which will close on 3rd of November, 1905, should be addressed to the undersigned, and marked on envelope, "Tender for Cremer's Stock.": [423, 267, 551, 359]
paragraph: A committee meeting of the Wanganui Agricultural Association was held yesterday afternoon, when there were present Messrs. J. H. Nixon (in the chair), J. Handley, A. Lees, J. T. Sinclair, G. Smith, E. Perrett, H. Hunter, A. Burnett, J. B. Murray, James Taylor, C. Perrett, R. Ross, and A. McGregor.: [12, 83, 140, 175]
sale-title: SALE BY TENDER.: [423, 56, 551, 66]
weigel-save: SAVE MONEY.: [600, 1134, 684, 1141]
egmont-title: EGMONT AGRICULTURAL AND PASTORAL ASSOCIATION.: [834, 823, 963, 852]
briggs-name: Madame Emily Briggs: [701, 995, 821, 1007]
stpauls-sub: MR. CYRIL TOWSEY'S PIANO-FORTE RECITAL.: [149, 57, 277, 77]
wiltons: WILTON'S: [560, 1461, 688, 1476]
sommerville-notice: MR. J. R. SOMMERVILLE, the Opposition Candidate, will Address the Electors as follows:— MAXWELLTOWN—FRIDAY, the 3rd instant, in the Hall, at 8 p.m. KAI IWI—SATURDAY, 4th instant, in the School Room, at 8 p.m. Ladies specially invited.: [560, 316, 688, 390]
itching-paras: [286, 1262, 414, 1807]
nzr-sig: BY ORDER.: [697, 803, 825, 812]
paragraph: It is now believed the repairs will cost less than a hundred thousand dollars, but the underwriters must bear the expense as they did that of salvage, etc. Thousands of people visited Point Lobos during the week, and the bluffs overlooking the scene were crowded with sightseers.: [286, 570, 414, 653]
williams-sig: H. M. WILLIAMS, Secretary.: [560, 691, 688, 700]
sale-items: [834, 1093, 963, 1265]
patea-text: FRESH SEPARATE TENDERS will be received at Council offices up till Noon of TUESDAY, 14th November, 1905, for the above Contracts on Makakaho Road, Upper Waitotara, consisting of FORMATION of ROAD, CULVERTS, etc. Plans and specifications may be inspected at Mr. Curry's Store, Waitotara, and Mr. Armstrong's Store, Ngutuhoro. The Engineer will meet intending tenderers at Upper Waitotara Suspension Bridge, at 1.30 p.m., on WEDNESDAY, November 8th. Lowest or any tender not necessarily accepted.: [423, 432, 551, 589]
bottle-product: INDIAN ROOT PILLS: [49, 1531, 103, 1537]
loan-ad: [697, 1096, 825, 1229]
paragraph: Suratura X Quality, 2s. 4d. per lb.: [423, 815, 551, 824]
retail-title: RETAIL PRICES:: [423, 770, 551, 780]
heans-word: The word "HEAN'S" guarantees the genuine.: [423, 1362, 551, 1380]
table-row: [423, 238, 551, 247]
skin-beauty-ad: [560, 703, 688, 1106]
briggs-prospectus: PROSPECTUS ON APPLICATION.: [701, 1067, 821, 1087]
